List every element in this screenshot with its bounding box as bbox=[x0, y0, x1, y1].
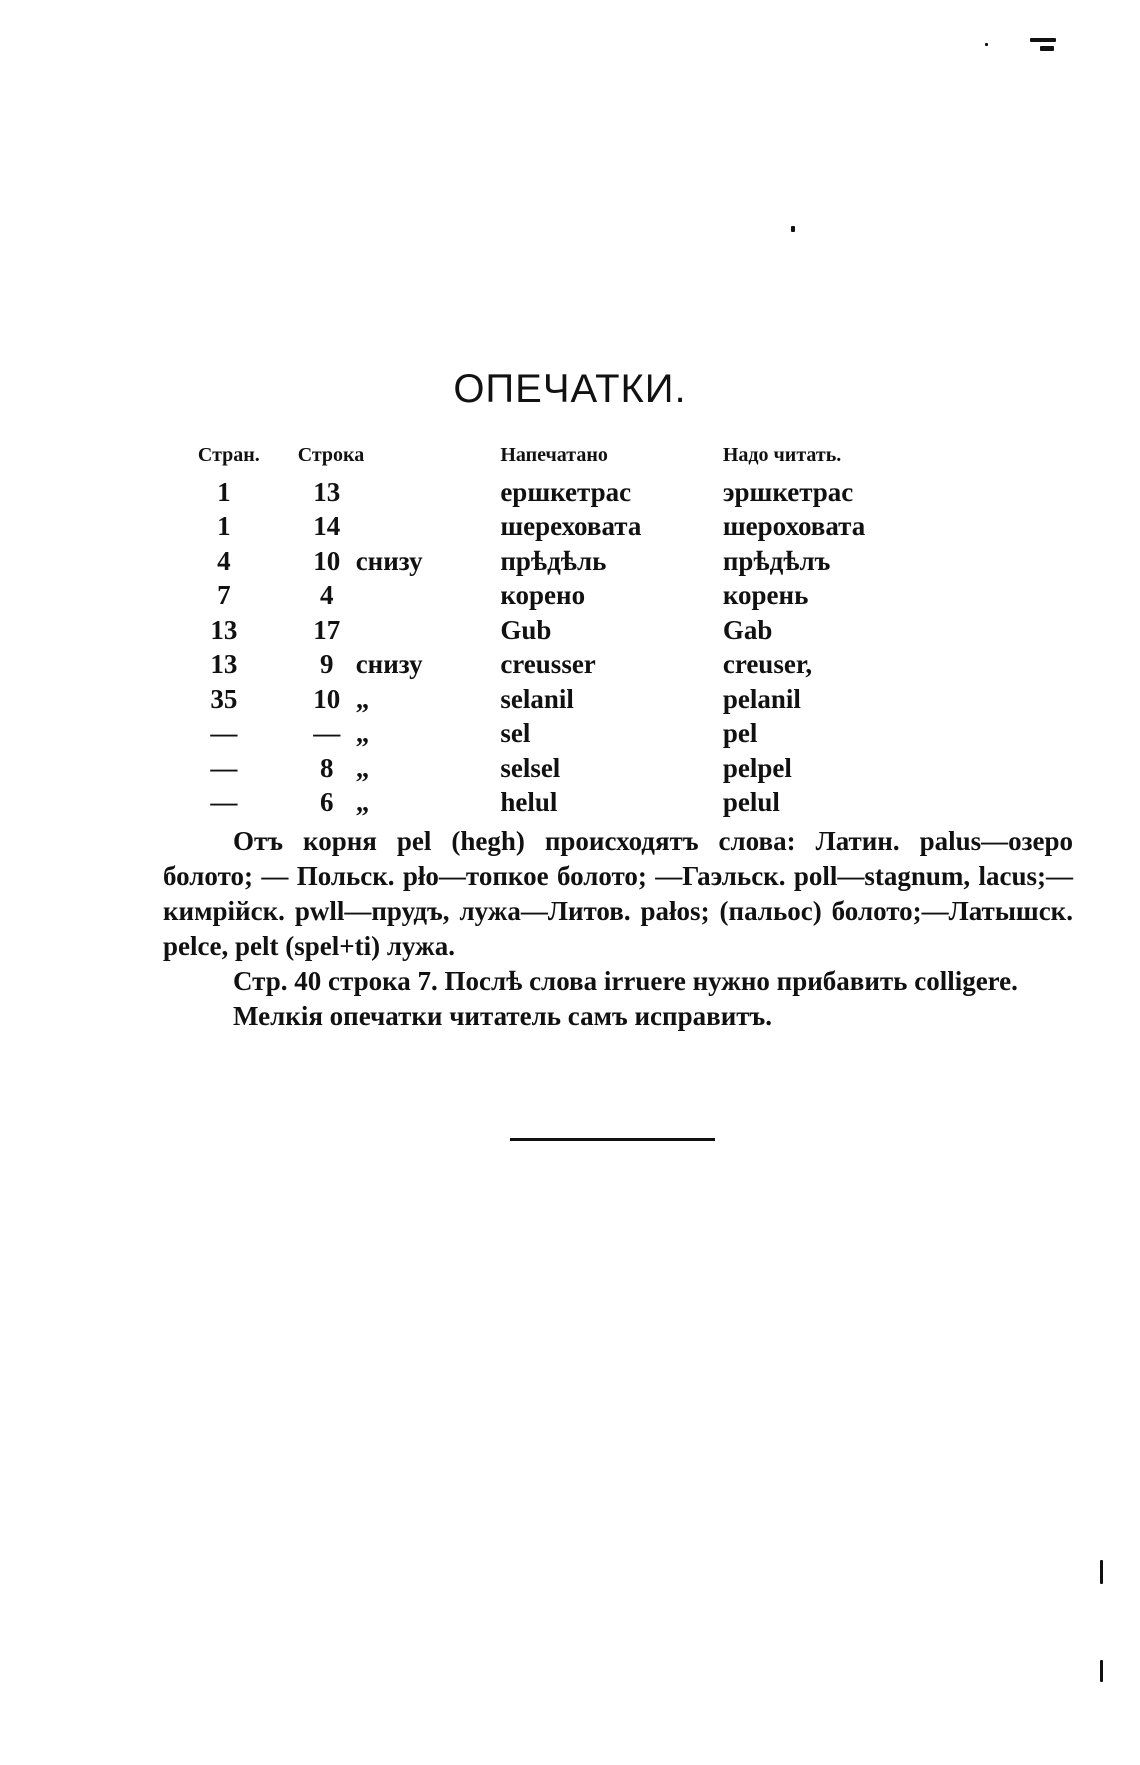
table-row bbox=[160, 751, 960, 786]
cell-line bbox=[298, 613, 501, 648]
note-paragraph-addition: Стр. 40 строка 7. Послѣ слова irruere нужно прибавить colligere. bbox=[233, 966, 1018, 996]
cell-page: 13 bbox=[210, 649, 238, 680]
cell-line bbox=[298, 682, 501, 717]
scan-speck bbox=[1100, 1660, 1103, 1682]
note-paragraph-etymology: Отъ корня pel (hegh) происходятъ слова: Латин. palus—озеро болото; — Польск. pło—топкое болото; —Гаэльск. poll—stagnum, lacus;—кимрійск. pwll—прудъ, лужа—Литов. pałos; (пальос) болото;—Латышск. pelce, pelt (spel+ti) лужа. bbox=[163, 826, 1073, 961]
line-number: 4 bbox=[319, 580, 334, 611]
cell-printed: creusser bbox=[500, 649, 596, 680]
line-number: 6 bbox=[319, 787, 334, 818]
closing-rule bbox=[510, 1138, 715, 1141]
cell-printed: selsel bbox=[500, 752, 561, 783]
cell-page: 4 bbox=[217, 545, 231, 576]
cell-page: 7 bbox=[217, 580, 231, 611]
scan-speck bbox=[1030, 38, 1056, 42]
cell-page: — bbox=[210, 718, 238, 749]
line-number: 8 bbox=[319, 752, 334, 783]
cell-page: — bbox=[210, 752, 238, 783]
column-header-line: Строка bbox=[297, 444, 365, 466]
line-note: „ bbox=[355, 787, 370, 818]
table-row bbox=[160, 544, 960, 579]
cell-read: прѣдѣлъ bbox=[722, 545, 831, 576]
line-note: снизу bbox=[355, 649, 423, 680]
table-row bbox=[160, 475, 960, 510]
column-header-printed: Напечатано bbox=[500, 444, 608, 466]
scan-speck bbox=[1040, 46, 1054, 51]
cell-read: pelul bbox=[722, 787, 780, 818]
cell-page: — bbox=[210, 787, 238, 818]
cell-printed: корено bbox=[500, 580, 586, 611]
table-row bbox=[160, 786, 960, 821]
cell-line bbox=[298, 475, 501, 510]
column-header-read: Надо читать. bbox=[722, 444, 842, 466]
table-header-row bbox=[160, 440, 960, 475]
cell-printed: helul bbox=[500, 787, 558, 818]
table-row bbox=[160, 717, 960, 752]
cell-read: pelanil bbox=[722, 683, 801, 714]
cell-printed: Gub bbox=[500, 614, 552, 645]
table-row bbox=[160, 648, 960, 683]
cell-line bbox=[298, 544, 501, 579]
errata-table bbox=[160, 440, 960, 820]
cell-line bbox=[298, 786, 501, 821]
table-row bbox=[160, 579, 960, 614]
cell-line bbox=[298, 717, 501, 752]
line-note: „ bbox=[355, 752, 370, 783]
cell-read: шероховата bbox=[722, 511, 866, 542]
line-number: — bbox=[313, 718, 341, 749]
cell-printed: шереховата bbox=[500, 511, 642, 542]
cell-printed: прѣдѣль bbox=[500, 545, 607, 576]
cell-line bbox=[298, 751, 501, 786]
cell-line bbox=[298, 648, 501, 683]
cell-page: 13 bbox=[210, 614, 238, 645]
line-note: „ bbox=[355, 683, 370, 714]
line-number: 13 bbox=[313, 476, 341, 507]
scan-speck bbox=[791, 226, 795, 232]
cell-read: Gab bbox=[722, 614, 773, 645]
cell-read: pel bbox=[722, 718, 758, 749]
column-header-page: Стран. bbox=[197, 444, 260, 466]
cell-printed: ершкетрас bbox=[500, 476, 632, 507]
scan-speck bbox=[985, 43, 988, 46]
cell-read: creuser, bbox=[722, 649, 813, 680]
page-title: ОПЕЧАТКИ. bbox=[453, 366, 687, 411]
table-row bbox=[160, 682, 960, 717]
table-row bbox=[160, 510, 960, 545]
note-paragraph-minor-errors: Мелкія опечатки читатель самъ исправитъ. bbox=[233, 1001, 772, 1031]
line-number: 17 bbox=[313, 614, 341, 645]
line-note: снизу bbox=[355, 545, 423, 576]
line-number: 14 bbox=[313, 511, 341, 542]
cell-page: 1 bbox=[217, 511, 231, 542]
line-number: 10 bbox=[313, 545, 341, 576]
table-row bbox=[160, 613, 960, 648]
cell-line bbox=[298, 510, 501, 545]
line-number: 9 bbox=[319, 649, 334, 680]
cell-printed: selanil bbox=[500, 683, 574, 714]
cell-read: pelpel bbox=[722, 752, 792, 783]
notes-section bbox=[163, 824, 1073, 1034]
cell-read: эршкетрас bbox=[722, 476, 854, 507]
cell-printed: sel bbox=[500, 718, 531, 749]
line-note: „ bbox=[355, 718, 370, 749]
line-number: 10 bbox=[313, 683, 341, 714]
cell-page: 35 bbox=[210, 683, 238, 714]
cell-line bbox=[298, 579, 501, 614]
scan-speck bbox=[1100, 1560, 1103, 1584]
cell-read: корень bbox=[722, 580, 809, 611]
cell-page: 1 bbox=[217, 476, 231, 507]
